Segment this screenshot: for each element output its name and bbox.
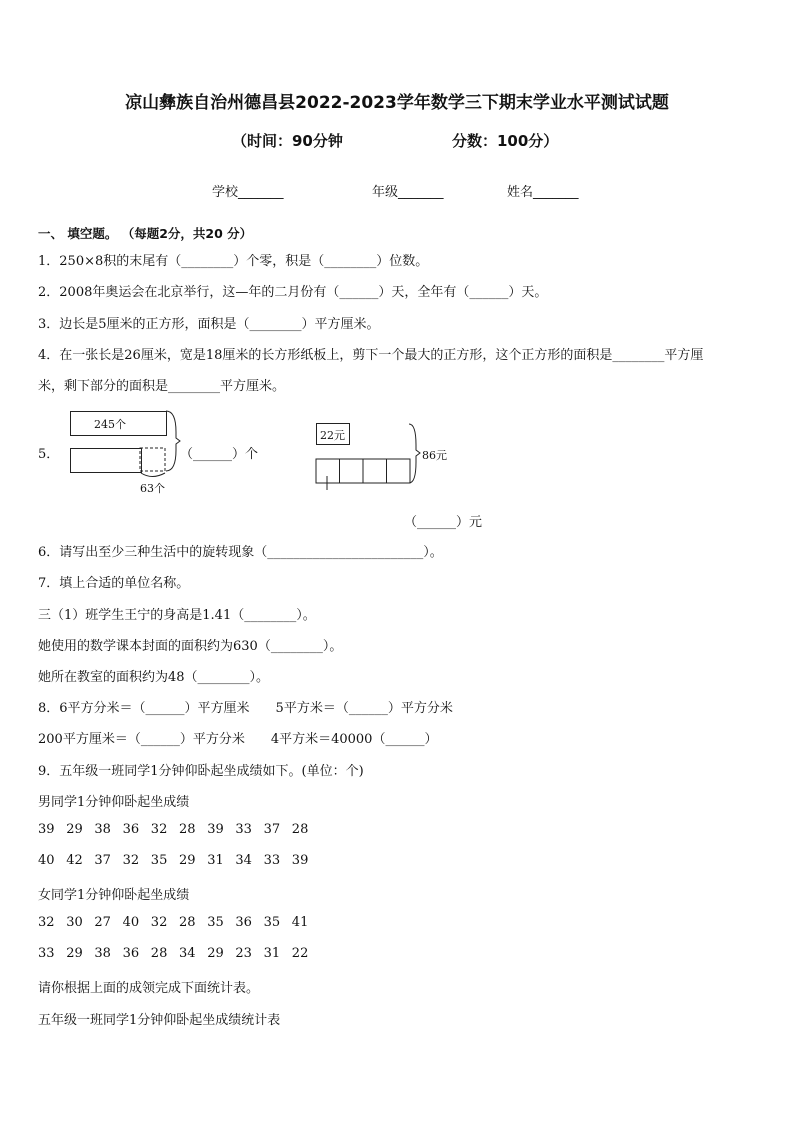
score-value: 32 bbox=[150, 822, 168, 837]
question-8-line-1: 8．6平方分米＝（______）平方厘米 5平方米＝（______）平方分米 bbox=[38, 701, 453, 716]
score-value: 22 bbox=[291, 946, 309, 961]
label-86: 86元 bbox=[422, 449, 447, 462]
score-value: 42 bbox=[66, 853, 83, 868]
grade-field: 年级_______ bbox=[372, 185, 444, 200]
score-value: 38 bbox=[94, 822, 111, 837]
score-value: 36 bbox=[122, 946, 140, 961]
score-value: 39 bbox=[38, 822, 55, 837]
score-value: 29 bbox=[66, 822, 83, 837]
question-5-number: 5． bbox=[38, 447, 60, 462]
score-value: 32 bbox=[38, 915, 55, 930]
score-value: 33 bbox=[235, 822, 252, 837]
school-field: 学校_______ bbox=[212, 185, 284, 200]
score-value: 39 bbox=[207, 822, 224, 837]
question-7: 7．填上合适的单位名称。 bbox=[38, 576, 190, 591]
q5-blank-2: （______）元 bbox=[404, 515, 483, 530]
question-9-instruction: 请你根据上面的成领完成下面统计表。 bbox=[38, 981, 260, 996]
name-field: 姓名_______ bbox=[507, 185, 579, 200]
score-value: 34 bbox=[235, 853, 252, 868]
question-2: 2．2008年奥运会在北京举行，这—年的二月份有（______）天，全年有（______）天。 bbox=[38, 285, 548, 300]
score-value: 28 bbox=[179, 822, 196, 837]
score-value: 28 bbox=[291, 822, 309, 837]
label-22: 22元 bbox=[320, 429, 345, 442]
score-value: 33 bbox=[263, 853, 281, 868]
question-8-line-2: 200平方厘米＝（______）平方分米 4平方米＝40000（______） bbox=[38, 732, 438, 747]
score-value: 35 bbox=[207, 915, 224, 930]
label-245: 245个 bbox=[94, 418, 126, 431]
page-title: 凉山彝族自治州德昌县2022-2023学年数学三下期末学业水平测试试题 bbox=[125, 93, 669, 113]
question-4-line-2: 米，剩下部分的面积是________平方厘米。 bbox=[38, 379, 286, 394]
score-value: 29 bbox=[207, 946, 224, 961]
question-4-line-1: 4．在一张长是26厘米，宽是18厘米的长方形纸板上，剪下一个最大的正方形，这个正方形的面积是________平方厘 bbox=[38, 348, 704, 363]
question-9: 9．五年级一班同学1分钟仰卧起坐成绩如下。(单位：个) bbox=[38, 764, 364, 779]
question-6: 6．请写出至少三种生活中的旋转现象（________________________）。 bbox=[38, 545, 443, 560]
score-value: 28 bbox=[179, 915, 196, 930]
score-value: 40 bbox=[38, 853, 55, 868]
score-value: 30 bbox=[66, 915, 83, 930]
question-1: 1．250×8积的末尾有（________）个零，积是（________）位数。 bbox=[38, 254, 429, 269]
score-value: 31 bbox=[263, 946, 281, 961]
question-7b: 她使用的数学课本封面的面积约为630（________）。 bbox=[38, 639, 343, 654]
score-value: 29 bbox=[179, 853, 196, 868]
question-7a: 三（1）班学生王宁的身高是1.41（________）。 bbox=[38, 608, 316, 623]
score-value: 37 bbox=[94, 853, 111, 868]
exam-time: （时间：90分钟 bbox=[232, 132, 343, 150]
score-value: 38 bbox=[94, 946, 111, 961]
score-value: 40 bbox=[122, 915, 140, 930]
score-value: 34 bbox=[179, 946, 196, 961]
exam-score: 分数：100分） bbox=[452, 132, 559, 150]
score-value: 32 bbox=[122, 853, 140, 868]
boys-title: 男同学1分钟仰卧起坐成绩 bbox=[38, 795, 190, 810]
label-63: 63个 bbox=[140, 482, 165, 495]
score-value: 35 bbox=[150, 853, 168, 868]
score-value: 32 bbox=[150, 915, 168, 930]
score-value: 41 bbox=[291, 915, 309, 930]
question-3: 3．边长是5厘米的正方形，面积是（________）平方厘米。 bbox=[38, 317, 380, 332]
score-value: 29 bbox=[66, 946, 83, 961]
score-value: 27 bbox=[94, 915, 111, 930]
section-1-heading: 一、 填空题。 （每题2分，共20 分） bbox=[38, 226, 253, 241]
score-value: 35 bbox=[263, 915, 281, 930]
girls-title: 女同学1分钟仰卧起坐成绩 bbox=[38, 888, 190, 903]
question-9-table-title: 五年级一班同学1分钟仰卧起坐成绩统计表 bbox=[38, 1013, 281, 1028]
score-value: 23 bbox=[235, 946, 252, 961]
score-value: 39 bbox=[291, 853, 309, 868]
score-value: 36 bbox=[122, 822, 140, 837]
score-value: 31 bbox=[207, 853, 224, 868]
score-value: 33 bbox=[38, 946, 55, 961]
question-7c: 她所在教室的面积约为48（________）。 bbox=[38, 670, 270, 685]
q5-blank-1: （______）个 bbox=[180, 447, 259, 462]
score-value: 37 bbox=[263, 822, 281, 837]
score-value: 28 bbox=[150, 946, 168, 961]
score-value: 36 bbox=[235, 915, 252, 930]
